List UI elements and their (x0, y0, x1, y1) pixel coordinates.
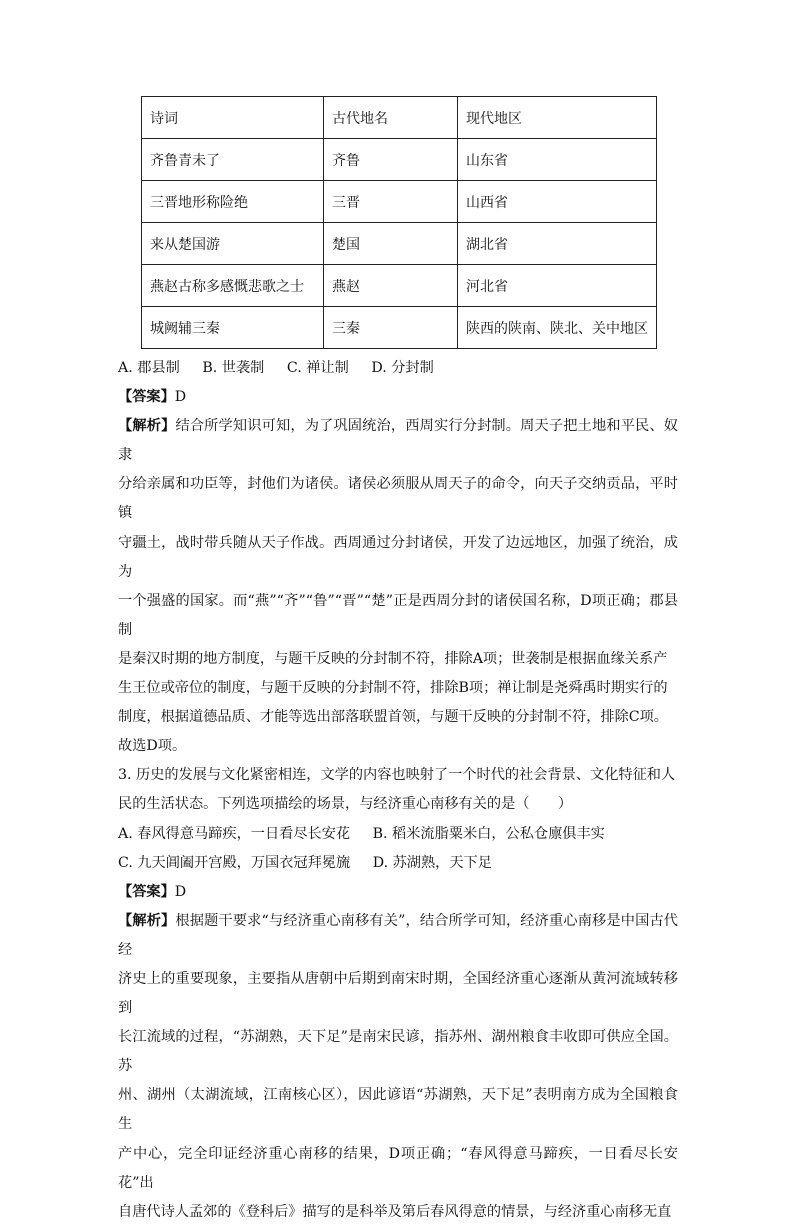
q2-option-b: B. 世袭制 (202, 360, 265, 376)
answer-value: D (174, 883, 187, 900)
q2-answer (118, 383, 678, 412)
q3-option-c: C. 九天阊阖开宫殿，万国衣冠拜冕旒 (118, 854, 351, 871)
q3-option-a: A. 春风得意马蹄疾，一日看尽长安花 (118, 825, 351, 842)
q3-analysis-line: 长江流域的过程，“苏湖熟，天下足”是南宋民谚，指苏州、湖州粮食丰收即可供应全国。苏 (118, 1029, 678, 1075)
table-cell-modern-region: 山西省 (458, 181, 657, 223)
q3-analysis-line: 自唐代诗人孟郊的《登科后》描写的是科举及第后春风得意的情景，与经济重心南移无直 (118, 1203, 672, 1220)
q2-analysis-line: 故选D项。 (118, 738, 187, 755)
analysis-text: 结合所学知识可知，为了巩固统治，西周实行分封制。周天子把土地和平民、奴隶 (118, 418, 678, 464)
question-content (118, 354, 678, 1227)
analysis-tag: 【解析】 (118, 912, 176, 929)
table-cell-poem: 来从楚国游 (142, 223, 324, 265)
q2-analysis-line: 一个强盛的国家。而“燕”“齐”“鲁”“晋”“楚”正是西周分封的诸侯国名称，D项正确；郡县制 (118, 592, 678, 638)
q2-analysis-line: 是秦汉时期的地方制度，与题干反映的分封制不符，排除A项；世袭制是根据血缘关系产 (118, 650, 668, 667)
table-header-cell: 现代地区 (458, 97, 657, 139)
q2-option-d: D. 分封制 (371, 360, 434, 376)
table-cell-poem: 齐鲁青未了 (142, 139, 324, 181)
table-header-row (142, 97, 657, 139)
q3-analysis-line: 产中心，完全印证经济重心南移的结果，D项正确；“春风得意马蹄疾，一日看尽长安花”出 (118, 1145, 678, 1191)
q3-analysis-line (118, 907, 678, 965)
table-header-cell: 古代地名 (324, 97, 458, 139)
q2-analysis-line (118, 412, 678, 470)
q3-analysis-line: 济史上的重要现象，主要指从唐朝中后期到南宋时期，全国经济重心逐渐从黄河流域转移到 (118, 970, 678, 1017)
table-row (142, 181, 657, 223)
q2-analysis-line: 生王位或帝位的制度，与题干反映的分封制不符，排除B项；禅让制是尧舜禹时期实行的 (118, 680, 668, 697)
table-cell-modern-region: 山东省 (458, 139, 657, 181)
table-cell-ancient-name: 燕赵 (324, 265, 458, 307)
q2-analysis-line: 分给亲属和功臣等，封他们为诸侯。诸侯必须服从周天子的命令，向天子交纳贡品，平时镇 (118, 476, 678, 522)
table-cell-ancient-name: 三晋 (324, 181, 458, 223)
q3-stem-line: 3. 历史的发展与文化紧密相连，文学的内容也映射了一个时代的社会背景、文化特征和人 (118, 767, 676, 784)
place-name-table (141, 96, 657, 349)
table-cell-poem: 燕赵古称多感慨悲歌之士 (142, 265, 324, 307)
table-cell-poem: 城阙辅三秦 (142, 307, 324, 349)
analysis-text: 根据题干要求“与经济重心南移有关”，结合所学可知，经济重心南移是中国古代经 (118, 912, 678, 958)
table-row (142, 265, 657, 307)
q2-options (118, 354, 678, 383)
q2-option-a: A. 郡县制 (118, 360, 180, 376)
answer-value: D (174, 389, 187, 406)
table-cell-ancient-name: 楚国 (324, 223, 458, 265)
answer-tag: 【答案】 (118, 883, 175, 900)
q3-option-b: B. 稻米流脂粟米白，公私仓廪俱丰实 (372, 825, 605, 842)
q2-analysis-line: 制度，根据道德品质、才能等选出部落联盟首领，与题干反映的分封制不符，排除C项。 (118, 709, 668, 726)
table-row (142, 307, 657, 349)
answer-tag: 【答案】 (118, 389, 175, 406)
q3-options-row-2 (118, 849, 678, 878)
table-header-cell: 诗词 (142, 97, 324, 139)
table-cell-modern-region: 陕西的陕南、陕北、关中地区 (458, 307, 657, 349)
q3-analysis-line: 州、湖州（太湖流域，江南核心区），因此谚语“苏湖熟，天下足”表明南方成为全国粮食生 (118, 1087, 678, 1133)
q3-option-d: D. 苏湖熟，天下足 (372, 854, 492, 871)
table-cell-modern-region: 河北省 (458, 265, 657, 307)
q2-option-c: C. 禅让制 (286, 360, 349, 376)
q3-stem-line: 民的生活状态。下列选项描绘的场景，与经济重心南移有关的是（ ） (118, 796, 573, 813)
table-cell-ancient-name: 三秦 (324, 307, 458, 349)
q3-options-row-1 (118, 820, 678, 849)
table-row (142, 139, 657, 181)
table-row (142, 223, 657, 265)
analysis-tag: 【解析】 (118, 418, 176, 435)
table-cell-modern-region: 湖北省 (458, 223, 657, 265)
table-cell-ancient-name: 齐鲁 (324, 139, 458, 181)
table-cell-poem: 三晋地形称险绝 (142, 181, 324, 223)
q3-answer (118, 878, 678, 907)
q2-analysis-line: 守疆土，战时带兵随从天子作战。西周通过分封诸侯，开发了边远地区，加强了统治，成为 (118, 534, 678, 580)
